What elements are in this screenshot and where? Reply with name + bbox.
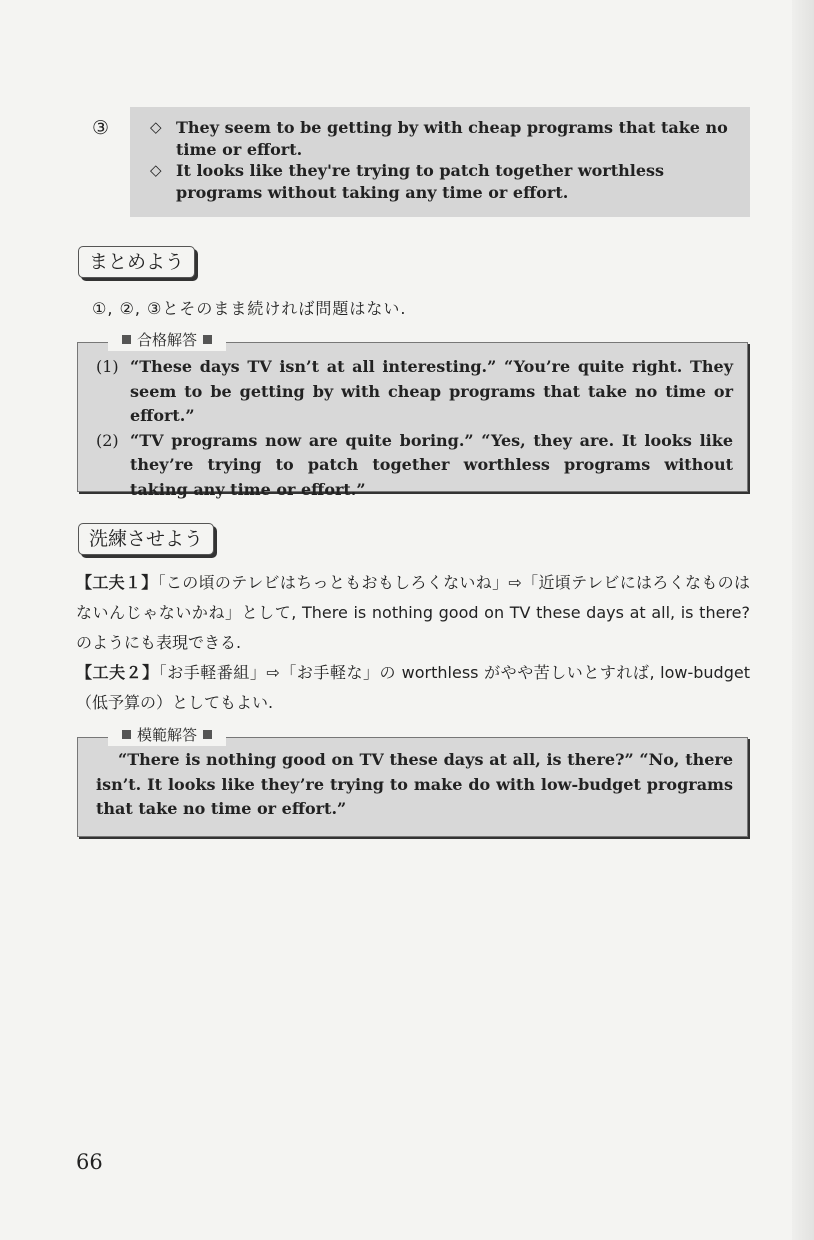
tip-head: 【工夫１】: [76, 573, 158, 592]
answer-item: [96, 355, 733, 429]
model-answer-text: “There is nothing good on TV these days at all, is there?” “No, there isn’t. It looks like they’re trying to make do with low-budget programs that take no time or effort.”: [96, 750, 733, 818]
tips-section: [76, 568, 750, 718]
list-item: [150, 160, 734, 203]
square-bullet-icon: [122, 730, 131, 739]
diamond-bullet-icon: ◇: [150, 118, 162, 136]
model-answer-label: [108, 724, 226, 746]
pass-answer-label-text: 合格解答: [137, 331, 198, 349]
page-edge: [792, 0, 814, 1240]
square-bullet-icon: [122, 335, 131, 344]
diamond-bullet-icon: ◇: [150, 161, 162, 179]
tip-paragraph: [76, 568, 750, 658]
item3-line: They seem to be getting by with cheap programs that take no time or effort.: [176, 118, 728, 159]
answer-number: (2): [96, 430, 119, 450]
list-item: [150, 117, 734, 160]
model-answer-label-text: 模範解答: [137, 726, 198, 744]
pass-answer-label: [108, 329, 226, 351]
item3-box: [130, 107, 750, 217]
item3-line: It looks like they're trying to patch together worthless programs without taking any time or effort.: [176, 161, 665, 202]
tip-head: 【工夫２】: [76, 663, 159, 682]
answer-text: “These days TV isn’t at all interesting.” “You’re quite right. They seem to be getting by with cheap programs that take no time or effort.”: [130, 357, 733, 425]
tip-text: 「お手軽番組」⇨「お手軽な」の worthless がやや苦しいとすれば, low-budget（低予算の）としてもよい.: [76, 663, 750, 712]
senren-heading: 洗練させよう: [78, 523, 214, 555]
model-answer-box: [77, 726, 748, 837]
item-number: ③: [92, 117, 110, 139]
answer-number: (1): [96, 357, 119, 376]
answer-item: [96, 429, 733, 503]
matome-heading: まとめよう: [78, 246, 195, 278]
page-number: 66: [76, 1150, 103, 1174]
summary-text: ①, ②, ③とそのまま続ければ問題はない.: [92, 299, 407, 318]
square-bullet-icon: [203, 335, 212, 344]
answer-text: “TV programs now are quite boring.” “Yes, they are. It looks like they’re trying to patch together worthless programs without taking any time or effort.”: [130, 430, 733, 499]
tip-paragraph: [76, 658, 750, 718]
tip-text: 「この頃のテレビはちっともおもしろくないね」⇨「近頃テレビにはろくなものはないんじゃないかね」として, There is nothing good on TV these days at all, is there? のようにも表現できる.: [76, 573, 750, 652]
square-bullet-icon: [203, 730, 212, 739]
pass-answer-box: [77, 331, 748, 499]
